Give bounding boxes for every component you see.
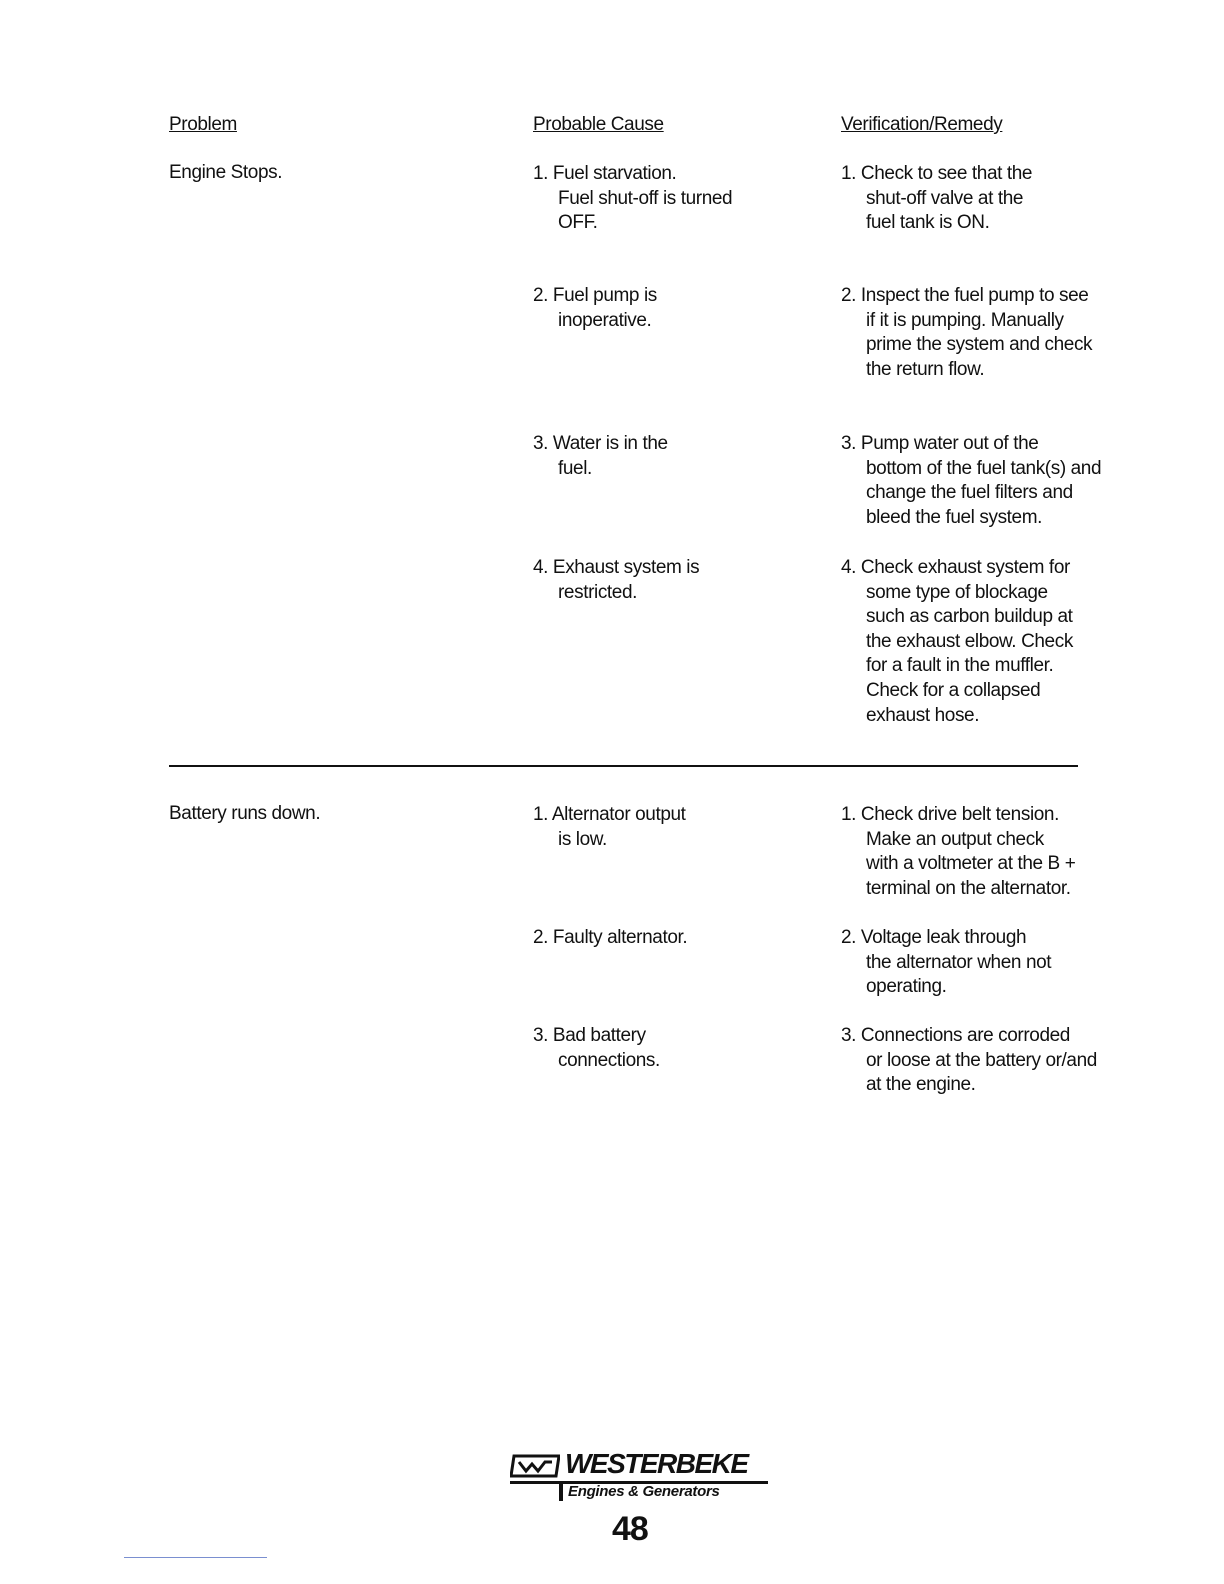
text-line: Fuel shut-off is turned <box>558 187 733 209</box>
text-line: is low. <box>558 828 607 850</box>
text-line: 1. Check to see that the <box>841 163 1033 184</box>
remedy-item <box>841 162 1032 236</box>
text-line: bleed the fuel system. <box>866 506 1043 528</box>
cause-item <box>533 1024 660 1073</box>
remedy-item <box>841 1024 1097 1098</box>
text-line: 1. Fuel starvation. <box>533 163 677 184</box>
brand-name: WESTERBEKE <box>565 1448 748 1479</box>
logo-bar <box>559 1481 563 1501</box>
cause-item <box>533 556 699 605</box>
remedy-item <box>841 926 1051 1000</box>
cause-item <box>533 926 687 951</box>
problem-battery-runs-down: Battery runs down. <box>169 803 321 824</box>
text-line: for a fault in the muffler. <box>866 655 1054 677</box>
text-line: 2. Voltage leak through <box>841 927 1027 948</box>
header-problem: Problem <box>169 114 237 135</box>
text-line: fuel tank is ON. <box>866 212 990 234</box>
text-line: the alternator when not <box>866 951 1052 973</box>
problem-engine-stops: Engine Stops. <box>169 162 283 183</box>
text-line: if it is pumping. Manually <box>866 309 1064 331</box>
text-line: 3. Water is in the <box>533 433 668 454</box>
brand-tagline: Engines & Generators <box>568 1483 720 1500</box>
remedy-item <box>841 432 1101 530</box>
text-line: 4. Exhaust system is <box>533 557 700 578</box>
westerbeke-logo-icon <box>510 1454 560 1478</box>
text-line: terminal on the alternator. <box>866 877 1071 899</box>
text-line: 1. Check drive belt tension. <box>841 804 1059 825</box>
text-line: operating. <box>866 976 947 998</box>
header-probable-cause: Probable Cause <box>533 114 664 135</box>
text-line: the exhaust elbow. Check <box>866 630 1073 652</box>
text-line: connections. <box>558 1049 660 1071</box>
remedy-item <box>841 284 1092 382</box>
text-line: such as carbon buildup at <box>866 606 1073 628</box>
text-line: 3. Connections are corroded <box>841 1025 1070 1046</box>
westerbeke-logo <box>510 1448 770 1508</box>
text-line: 1. Alternator output <box>533 804 686 825</box>
text-line: 3. Bad battery <box>533 1025 646 1046</box>
text-line: OFF. <box>558 212 598 234</box>
footer-link-underline <box>124 1557 267 1558</box>
header-verification-remedy: Verification/Remedy <box>841 114 1003 135</box>
text-line: prime the system and check <box>866 334 1093 356</box>
text-line: 3. Pump water out of the <box>841 433 1039 454</box>
cause-item <box>533 432 668 481</box>
text-line: Check for a collapsed <box>866 679 1041 701</box>
section-divider <box>169 765 1078 767</box>
cause-item <box>533 162 732 236</box>
text-line: 4. Check exhaust system for <box>841 557 1070 578</box>
remedy-item <box>841 556 1073 728</box>
cause-item <box>533 803 686 852</box>
cause-item <box>533 284 657 333</box>
text-line: Make an output check <box>866 828 1044 850</box>
text-line: 2. Inspect the fuel pump to see <box>841 285 1089 306</box>
text-line: shut-off valve at the <box>866 187 1024 209</box>
text-line: some type of blockage <box>866 581 1048 603</box>
text-line: 2. Faulty alternator. <box>533 927 688 948</box>
text-line: fuel. <box>558 457 592 479</box>
text-line: the return flow. <box>866 358 985 380</box>
text-line: restricted. <box>558 581 638 603</box>
text-line: bottom of the fuel tank(s) and <box>866 457 1102 479</box>
text-line: exhaust hose. <box>866 704 980 726</box>
text-line: 2. Fuel pump is <box>533 285 657 306</box>
text-line: or loose at the battery or/and <box>866 1049 1097 1071</box>
page-number: 48 <box>612 1510 648 1548</box>
text-line: change the fuel filters and <box>866 482 1073 504</box>
text-line: with a voltmeter at the B + <box>866 853 1076 875</box>
remedy-item <box>841 803 1075 901</box>
text-line: inoperative. <box>558 309 652 331</box>
text-line: at the engine. <box>866 1074 976 1096</box>
